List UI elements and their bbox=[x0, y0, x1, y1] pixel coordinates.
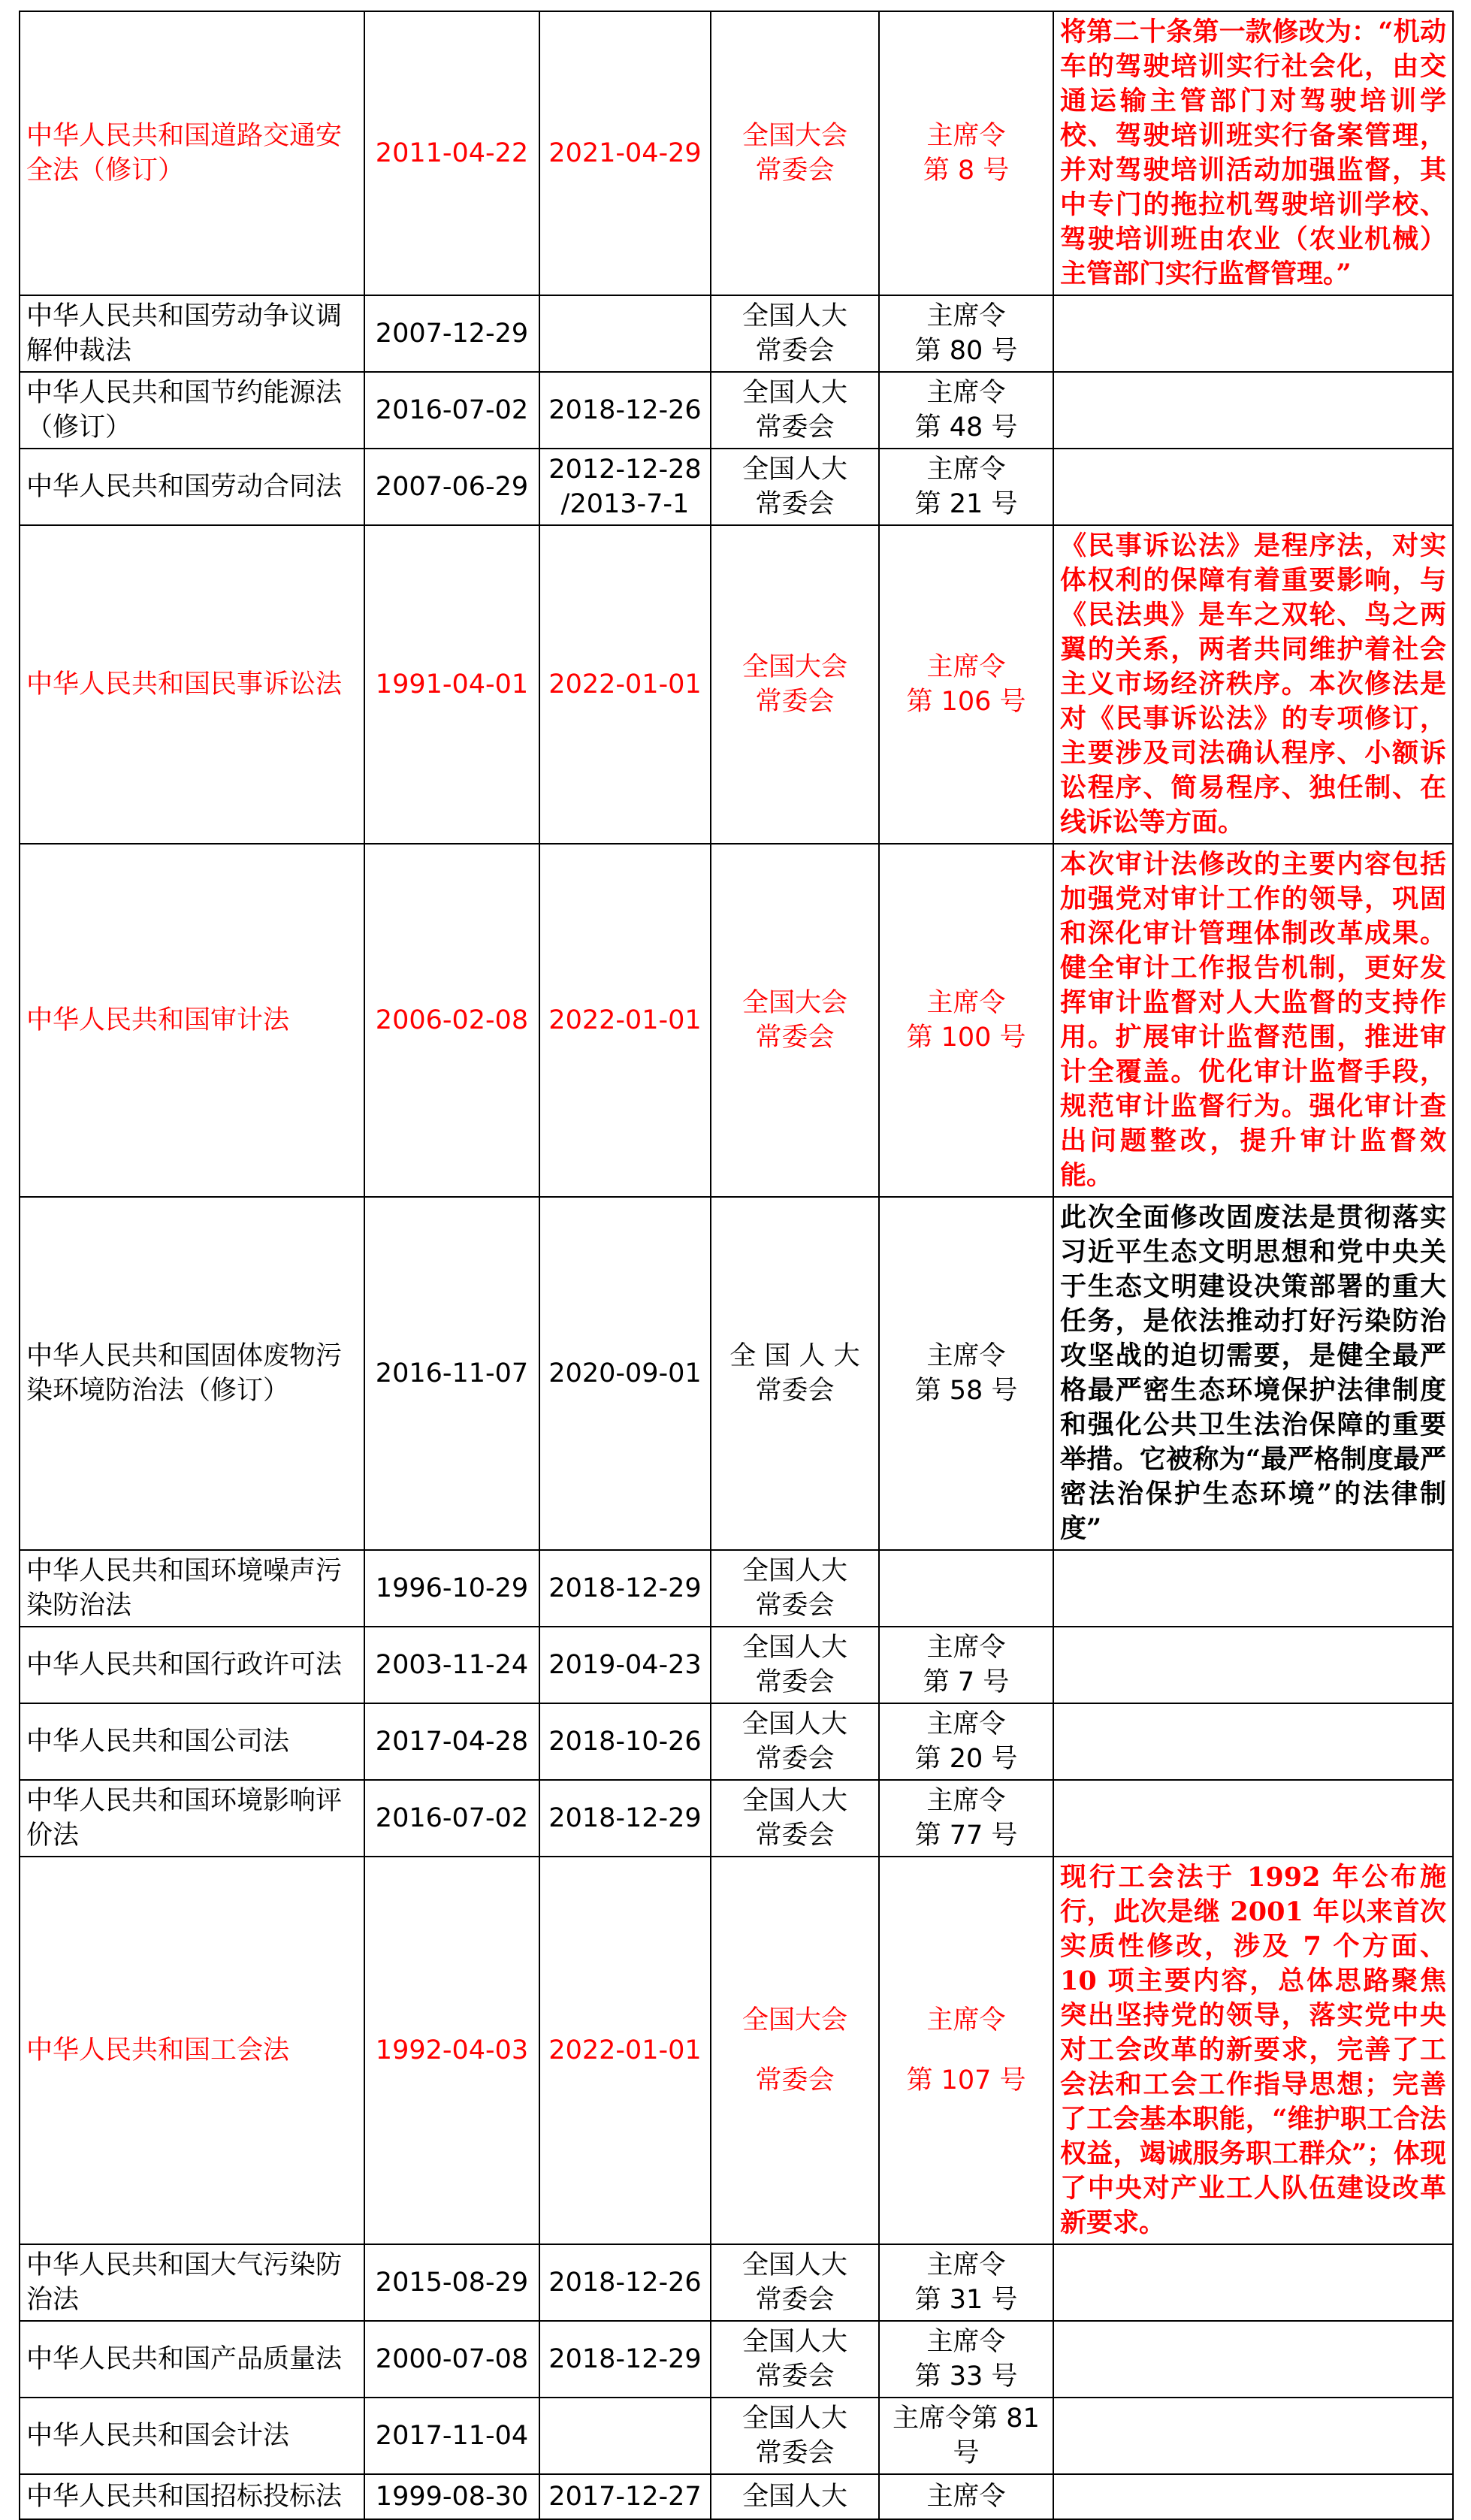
order-number-cell bbox=[879, 11, 1053, 295]
revised-date-cell: 2020-09-01 bbox=[539, 1197, 711, 1550]
order-number-cell-line: 第 31 号 bbox=[914, 2285, 1018, 2315]
revised-date-cell: 2018-12-29 bbox=[539, 1550, 711, 1627]
order-number-cell-line: 第 80 号 bbox=[914, 336, 1018, 366]
issuing-body-cell-line: 常委会 bbox=[755, 412, 835, 443]
note-cell: 《民事诉讼法》是程序法，对实体权利的保障有着重要影响，与《民法典》是车之双轮、鸟之两翼的关系，两者共同维护着社会主义市场经济秩序。本次修法是对《民事诉讼法》的专项修订，主要涉及司法确认程序、小额诉讼程序、简易程序、独任制、在线诉讼等方面。 bbox=[1053, 525, 1453, 844]
table-row bbox=[20, 1703, 1453, 1780]
revised-date-cell bbox=[539, 295, 711, 372]
order-number-cell-line: 第 58 号 bbox=[914, 1376, 1018, 1406]
note-cell: 将第二十条第一款修改为：“机动车的驾驶培训实行社会化，由交通运输主管部门对驾驶培训学校、驾驶培训班实行备案管理，并对驾驶培训活动加强监督，其中专门的拖拉机驾驶培训学校、驾驶培训班由农业（农业机械）主管部门实行监督管理。” bbox=[1053, 11, 1453, 295]
issuing-body-cell-line: 常委会 bbox=[755, 1376, 835, 1406]
issuing-body-cell bbox=[711, 1780, 879, 1857]
revised-date-cell: 2018-12-26 bbox=[539, 2244, 711, 2321]
revised-date-cell: 2018-10-26 bbox=[539, 1703, 711, 1780]
order-number-cell bbox=[879, 372, 1053, 449]
order-number-cell-line: 第 48 号 bbox=[914, 412, 1018, 443]
order-number-cell bbox=[879, 1197, 1053, 1550]
issuing-body-cell-line: 常委会 bbox=[755, 1744, 835, 1774]
law-name-cell: 中华人民共和国民事诉讼法 bbox=[20, 525, 364, 844]
revised-date-cell: 2018-12-29 bbox=[539, 2321, 711, 2398]
issuing-body-cell-line: 常委会 bbox=[755, 2361, 835, 2392]
enacted-date-cell: 2007-12-29 bbox=[364, 295, 539, 372]
order-number-cell-line: 主席令 bbox=[926, 1709, 1006, 1739]
enacted-date-cell: 1992-04-03 bbox=[364, 1857, 539, 2244]
order-number-cell-line: 主席令 bbox=[926, 1341, 1006, 1371]
law-name-cell: 中华人民共和国固体废物污染环境防治法（修订） bbox=[20, 1197, 364, 1550]
issuing-body-cell-line: 常委会 bbox=[755, 1023, 835, 1053]
table-row bbox=[20, 1550, 1453, 1627]
note-cell bbox=[1053, 372, 1453, 449]
order-number-cell-line: 主席令 bbox=[926, 378, 1006, 408]
note-cell bbox=[1053, 2321, 1453, 2398]
issuing-body-cell-line: 常委会 bbox=[755, 2438, 835, 2468]
law-name-cell: 中华人民共和国环境影响评价法 bbox=[20, 1780, 364, 1857]
law-name-cell: 中华人民共和国劳动合同法 bbox=[20, 449, 364, 525]
issuing-body-cell-line: 常委会 bbox=[755, 1667, 835, 1697]
order-number-cell-line: 号 bbox=[953, 2438, 980, 2468]
issuing-body-cell bbox=[711, 2321, 879, 2398]
law-name-cell: 中华人民共和国道路交通安全法（修订） bbox=[20, 11, 364, 295]
revised-date-cell bbox=[539, 2398, 711, 2474]
revised-date-cell: 2022-01-01 bbox=[539, 525, 711, 844]
law-name-cell: 中华人民共和国环境噪声污染防治法 bbox=[20, 1550, 364, 1627]
order-number-cell bbox=[879, 1780, 1053, 1857]
table-row bbox=[20, 525, 1453, 844]
order-number-cell-line: 主席令 bbox=[926, 1633, 1006, 1663]
law-name-cell: 中华人民共和国招标投标法 bbox=[20, 2474, 364, 2519]
issuing-body-cell-line: 常委会 bbox=[755, 2285, 835, 2315]
order-number-cell-line: 主席令 bbox=[926, 455, 1006, 485]
order-number-cell bbox=[879, 1550, 1053, 1627]
table-row bbox=[20, 1780, 1453, 1857]
order-number-cell-line: 主席令 bbox=[926, 2250, 1006, 2280]
enacted-date-cell: 2015-08-29 bbox=[364, 2244, 539, 2321]
enacted-date-cell: 2017-11-04 bbox=[364, 2398, 539, 2474]
enacted-date-cell: 2017-04-28 bbox=[364, 1703, 539, 1780]
issuing-body-cell bbox=[711, 1627, 879, 1703]
issuing-body-cell-line: 常委会 bbox=[755, 156, 835, 186]
table-row bbox=[20, 2398, 1453, 2474]
table-row bbox=[20, 295, 1453, 372]
table-row bbox=[20, 2474, 1453, 2519]
law-name-cell: 中华人民共和国公司法 bbox=[20, 1703, 364, 1780]
order-number-cell-line: 主席令 bbox=[926, 988, 1006, 1018]
issuing-body-cell-line: 全国人大 bbox=[742, 1709, 847, 1739]
order-number-cell bbox=[879, 295, 1053, 372]
issuing-body-cell-line: 常委会 bbox=[755, 687, 835, 717]
revised-date-cell: 2022-01-01 bbox=[539, 1857, 711, 2244]
enacted-date-cell: 2016-11-07 bbox=[364, 1197, 539, 1550]
enacted-date-cell: 1991-04-01 bbox=[364, 525, 539, 844]
note-cell: 此次全面修改固废法是贯彻落实习近平生态文明思想和党中央关于生态文明建设决策部署的重大任务，是依法推动打好污染防治攻坚战的迫切需要，是健全最严格最严密生态环境保护法律制度和强化公共卫生法治保障的重要举措。它被称为“最严格制度最严密法治保护生态环境”的法律制度” bbox=[1053, 1197, 1453, 1550]
issuing-body-cell-line: 常委会 bbox=[755, 1591, 835, 1621]
law-name-cell: 中华人民共和国节约能源法（修订） bbox=[20, 372, 364, 449]
issuing-body-cell-line: 全国人大 bbox=[742, 2482, 847, 2512]
order-number-cell-line: 主席令 bbox=[926, 1786, 1006, 1816]
enacted-date-cell: 2006-02-08 bbox=[364, 844, 539, 1197]
enacted-date-cell: 2007-06-29 bbox=[364, 449, 539, 525]
table-row bbox=[20, 449, 1453, 525]
enacted-date-cell: 2016-07-02 bbox=[364, 372, 539, 449]
issuing-body-cell bbox=[711, 2398, 879, 2474]
enacted-date-cell: 2016-07-02 bbox=[364, 1780, 539, 1857]
issuing-body-cell-line: 全国人大 bbox=[742, 455, 847, 485]
issuing-body-cell-line: 常委会 bbox=[755, 2065, 835, 2095]
note-cell bbox=[1053, 2398, 1453, 2474]
note-cell bbox=[1053, 1627, 1453, 1703]
order-number-cell-line: 主席令 bbox=[926, 121, 1006, 151]
note-cell bbox=[1053, 1703, 1453, 1780]
issuing-body-cell-line: 全国大会 bbox=[742, 652, 847, 682]
note-cell bbox=[1053, 295, 1453, 372]
enacted-date-cell: 1999-08-30 bbox=[364, 2474, 539, 2519]
issuing-body-cell-line: 全国人大 bbox=[742, 378, 847, 408]
revised-date-cell: 2022-01-01 bbox=[539, 844, 711, 1197]
order-number-cell-line: 主席令 bbox=[926, 652, 1006, 682]
enacted-date-cell: 2011-04-22 bbox=[364, 11, 539, 295]
issuing-body-cell bbox=[711, 11, 879, 295]
order-number-cell bbox=[879, 449, 1053, 525]
revised-date-cell-line: /2013-7-1 bbox=[560, 489, 690, 519]
table-row bbox=[20, 1857, 1453, 2244]
issuing-body-cell bbox=[711, 1857, 879, 2244]
note-cell bbox=[1053, 1550, 1453, 1627]
note-cell: 现行工会法于 1992 年公布施行，此次是继 2001 年以来首次实质性修改，涉及 7 个方面、10 项主要内容，总体思路聚焦突出坚持党的领导，落实党中央对工会改革的新要求，完善了工会法和工会工作指导思想；完善了工会基本职能，“维护职工合法权益，竭诚服务职工群众”；体现了中央对产业工人队伍建设改革新要求。 bbox=[1053, 1857, 1453, 2244]
table-row bbox=[20, 2321, 1453, 2398]
issuing-body-cell-line: 全国人大 bbox=[742, 2404, 847, 2434]
issuing-body-cell-line: 全国人大 bbox=[742, 301, 847, 331]
order-number-cell-line: 第 20 号 bbox=[914, 1744, 1018, 1774]
table-row bbox=[20, 2244, 1453, 2321]
order-number-cell-line: 主席令 bbox=[926, 2005, 1006, 2035]
issuing-body-cell bbox=[711, 1703, 879, 1780]
revised-date-cell-line: 2012-12-28 bbox=[548, 455, 702, 485]
law-name-cell: 中华人民共和国行政许可法 bbox=[20, 1627, 364, 1703]
revised-date-cell: 2017-12-27 bbox=[539, 2474, 711, 2519]
issuing-body-cell bbox=[711, 1197, 879, 1550]
order-number-cell bbox=[879, 844, 1053, 1197]
law-name-cell: 中华人民共和国产品质量法 bbox=[20, 2321, 364, 2398]
order-number-cell bbox=[879, 1857, 1053, 2244]
order-number-cell-line: 主席令 bbox=[926, 2327, 1006, 2357]
order-number-cell-line: 第 107 号 bbox=[906, 2065, 1026, 2095]
issuing-body-cell-line: 全 国 人 大 bbox=[729, 1341, 860, 1371]
note-cell bbox=[1053, 2244, 1453, 2321]
issuing-body-cell bbox=[711, 1550, 879, 1627]
issuing-body-cell-line: 全国人大 bbox=[742, 1633, 847, 1663]
order-number-cell bbox=[879, 2474, 1053, 2519]
issuing-body-cell bbox=[711, 295, 879, 372]
issuing-body-cell-line: 全国大会 bbox=[742, 2005, 847, 2035]
revised-date-cell: 2018-12-29 bbox=[539, 1780, 711, 1857]
issuing-body-cell bbox=[711, 844, 879, 1197]
table-row bbox=[20, 844, 1453, 1197]
order-number-cell-line: 第 106 号 bbox=[906, 687, 1026, 717]
order-number-cell-line: 第 8 号 bbox=[923, 156, 1010, 186]
order-number-cell bbox=[879, 525, 1053, 844]
order-number-cell-line: 主席令 bbox=[926, 2482, 1006, 2512]
table-row bbox=[20, 1627, 1453, 1703]
order-number-cell bbox=[879, 1703, 1053, 1780]
note-cell bbox=[1053, 1780, 1453, 1857]
order-number-cell bbox=[879, 2398, 1053, 2474]
order-number-cell-line: 主席令 bbox=[926, 301, 1006, 331]
issuing-body-cell-line: 全国人大 bbox=[742, 1786, 847, 1816]
revised-date-cell: 2021-04-29 bbox=[539, 11, 711, 295]
issuing-body-cell bbox=[711, 525, 879, 844]
issuing-body-cell-line: 全国人大 bbox=[742, 2250, 847, 2280]
law-name-cell: 中华人民共和国会计法 bbox=[20, 2398, 364, 2474]
revised-date-cell: 2019-04-23 bbox=[539, 1627, 711, 1703]
issuing-body-cell-line: 常委会 bbox=[755, 1821, 835, 1851]
table-row bbox=[20, 372, 1453, 449]
issuing-body-cell-line: 全国大会 bbox=[742, 121, 847, 151]
issuing-body-cell bbox=[711, 2244, 879, 2321]
issuing-body-cell-line: 全国人大 bbox=[742, 2327, 847, 2357]
order-number-cell-line: 第 100 号 bbox=[906, 1023, 1026, 1053]
issuing-body-cell bbox=[711, 372, 879, 449]
order-number-cell-line: 第 77 号 bbox=[914, 1821, 1018, 1851]
order-number-cell bbox=[879, 1627, 1053, 1703]
order-number-cell bbox=[879, 2244, 1053, 2321]
note-cell: 本次审计法修改的主要内容包括加强党对审计工作的领导，巩固和深化审计管理体制改革成果。健全审计工作报告机制，更好发挥审计监督对人大监督的支持作用。扩展审计监督范围，推进审计全覆盖。优化审计监督手段，规范审计监督行为。强化审计查出问题整改，提升审计监督效能。 bbox=[1053, 844, 1453, 1197]
revised-date-cell bbox=[539, 449, 711, 525]
order-number-cell-line: 第 7 号 bbox=[923, 1667, 1010, 1697]
order-number-cell bbox=[879, 2321, 1053, 2398]
enacted-date-cell: 1996-10-29 bbox=[364, 1550, 539, 1627]
note-cell bbox=[1053, 2474, 1453, 2519]
table-row bbox=[20, 1197, 1453, 1550]
issuing-body-cell-line: 常委会 bbox=[755, 336, 835, 366]
order-number-cell-line: 第 33 号 bbox=[914, 2361, 1018, 2392]
law-name-cell: 中华人民共和国劳动争议调解仲裁法 bbox=[20, 295, 364, 372]
law-name-cell: 中华人民共和国大气污染防治法 bbox=[20, 2244, 364, 2321]
revised-date-cell: 2018-12-26 bbox=[539, 372, 711, 449]
issuing-body-cell-line: 全国大会 bbox=[742, 988, 847, 1018]
laws-table bbox=[19, 11, 1454, 2520]
issuing-body-cell bbox=[711, 2474, 879, 2519]
order-number-cell-line: 第 21 号 bbox=[914, 489, 1018, 519]
table-row bbox=[20, 11, 1453, 295]
laws-table-body bbox=[20, 11, 1453, 2519]
issuing-body-cell-line: 全国人大 bbox=[742, 1556, 847, 1586]
issuing-body-cell bbox=[711, 449, 879, 525]
issuing-body-cell-line: 常委会 bbox=[755, 489, 835, 519]
law-name-cell: 中华人民共和国工会法 bbox=[20, 1857, 364, 2244]
order-number-cell-line: 主席令第 81 bbox=[893, 2404, 1040, 2434]
note-cell bbox=[1053, 449, 1453, 525]
enacted-date-cell: 2000-07-08 bbox=[364, 2321, 539, 2398]
law-name-cell: 中华人民共和国审计法 bbox=[20, 844, 364, 1197]
enacted-date-cell: 2003-11-24 bbox=[364, 1627, 539, 1703]
